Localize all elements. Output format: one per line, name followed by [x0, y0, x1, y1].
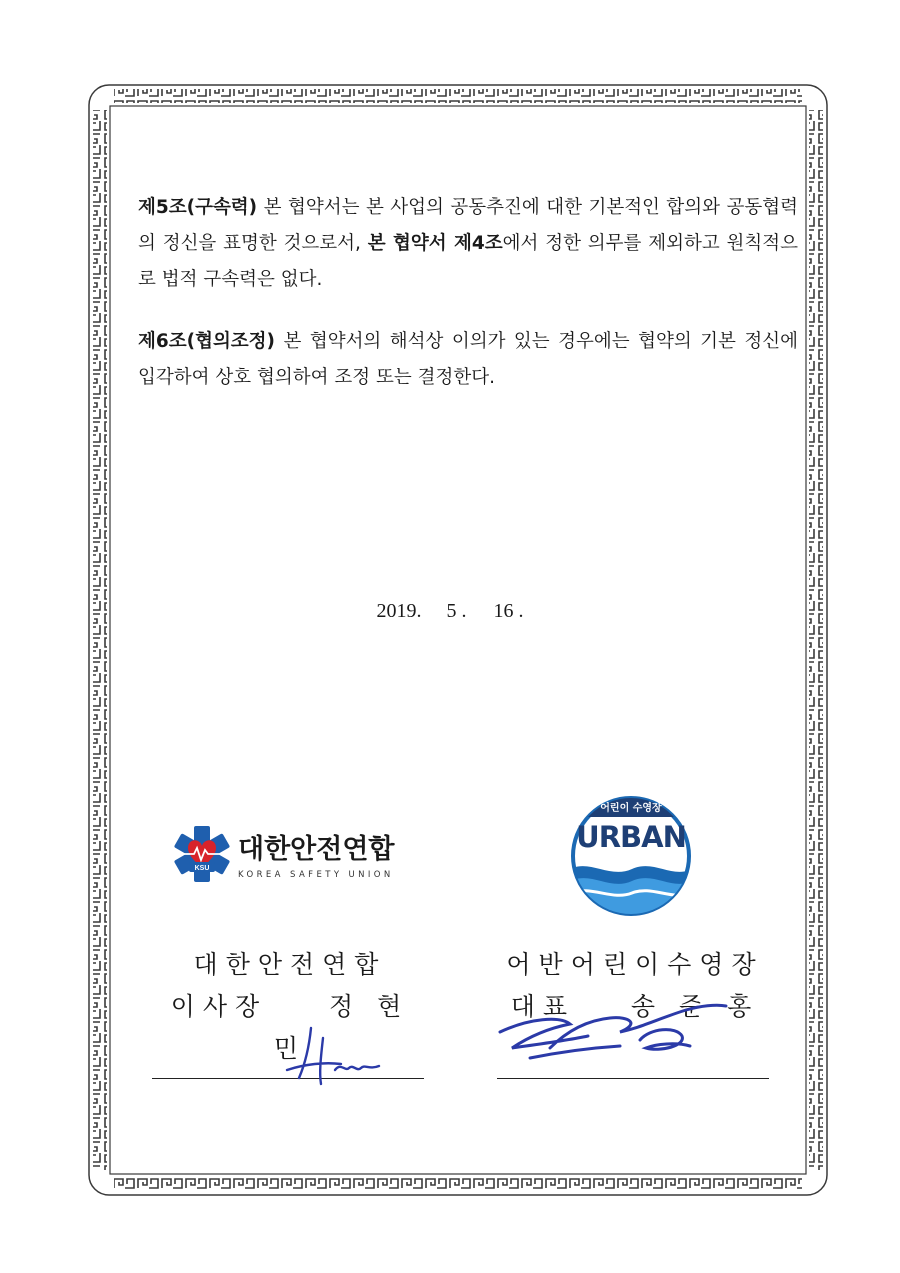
signatory-role: 이사장	[170, 992, 268, 1021]
urban-tagline: 어린이 수영장	[600, 803, 662, 814]
signature-line-urban	[497, 1078, 769, 1079]
signatory-role: 대표	[510, 992, 576, 1021]
signatory-person: 정 현 민	[273, 992, 410, 1063]
date-month: 5 .	[446, 600, 467, 622]
ksu-name-en: KOREA SAFETY UNION	[238, 870, 394, 880]
ksu-name-ko: 대한안전연합	[238, 834, 395, 865]
article-5-body-rest: 에서 정한 의무를 제외하고 원칙적으로 법적 구속력은 없다.	[138, 233, 798, 290]
ksu-logo	[172, 822, 412, 886]
date-year: 2019.	[376, 600, 422, 622]
signatory-org: 대한안전연합	[193, 950, 387, 979]
article-5-ref: 본 협약서 제4조	[367, 233, 503, 254]
article-6	[138, 324, 798, 396]
article-6-title: 제6조(협의조정)	[138, 331, 276, 352]
signatory-org: 어반어린이수영장	[506, 950, 764, 979]
date-day: 16 .	[493, 600, 524, 622]
agreement-date	[0, 600, 900, 623]
signatory-person: 송 준 홍	[630, 992, 760, 1021]
article-5-body: 본 협약서는 본 사업의 공동추진에 대한 기본적인 합의와 공동협력의 정신을 표명한 것으로서,	[138, 197, 798, 254]
signature-line-ksu	[152, 1078, 424, 1079]
urban-logo	[570, 795, 692, 917]
urban-wordmark: URBAN	[576, 820, 686, 854]
article-6-body: 본 협약서의 해석상 이의가 있는 경우에는 협약의 기본 정신에 입각하여 상호 협의하여 조정 또는 결정한다.	[138, 331, 798, 388]
signatory-title-line	[150, 986, 430, 1070]
article-5-title: 제5조(구속력)	[138, 197, 258, 218]
signatory-title-line	[495, 986, 775, 1028]
article-5	[138, 190, 798, 298]
ksu-badge-text: KSU	[194, 865, 210, 872]
signatory-ksu	[150, 944, 430, 1070]
signatory-urban	[495, 944, 775, 1028]
star-of-life-icon	[174, 826, 230, 882]
